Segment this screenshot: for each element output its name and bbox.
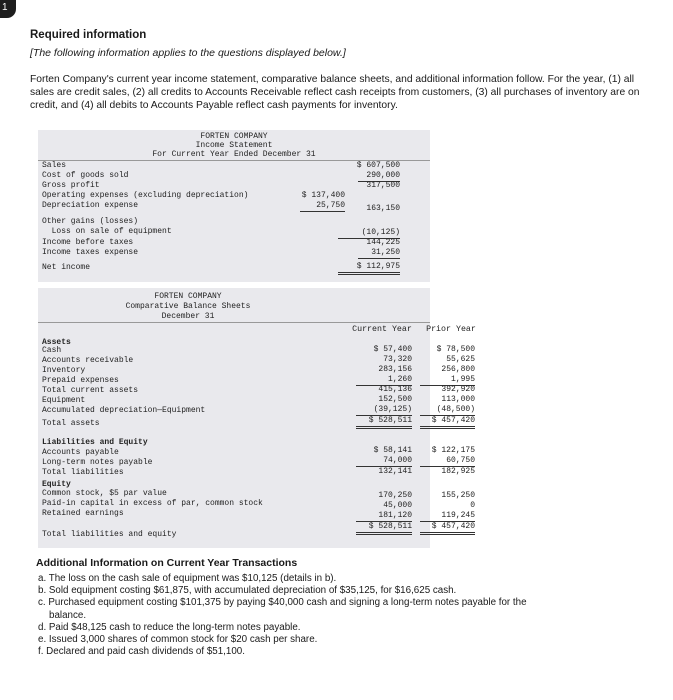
required-info-heading: Required information — [30, 29, 147, 41]
is-row-label: Depreciation expense — [42, 201, 139, 210]
bs-row-prior: 392,920 — [441, 385, 475, 394]
bs-row-prior: 182,925 — [441, 467, 475, 476]
bs-row-label: Prepaid expenses — [42, 376, 119, 385]
bs-row-current: 170,250 — [378, 491, 412, 500]
bs-row-label: Assets — [42, 338, 71, 347]
bs-row-current: 283,156 — [378, 365, 412, 374]
balance-sheet-table — [38, 288, 476, 548]
bs-row-label: Equipment — [42, 396, 86, 405]
bs-row-current: 152,500 — [378, 395, 412, 404]
bs-row-prior: $ 457,420 — [420, 416, 475, 429]
bs-row-label: Long-term notes payable — [42, 458, 153, 467]
bs-title-statement: Comparative Balance Sheets — [125, 302, 251, 311]
is-row-label: Net income — [42, 263, 91, 272]
is-row-subvalue: 25,750 — [300, 201, 345, 212]
bs-row-current: $ 528,511 — [356, 416, 412, 429]
bs-title-company: FORTEN COMPANY — [154, 292, 222, 301]
is-row-value: $ 607,500 — [356, 161, 400, 170]
bs-row-label: Total current assets — [42, 386, 139, 395]
is-row-value: 163,150 — [366, 204, 400, 213]
intro-paragraph: Forten Company's current year income statement, comparative balance sheets, and additional information follow. For the year, (1) all sales are credit sales, (2) all credits to Accounts Receivable reflect cash receipts from customers, (3) all purchases of inventory are on credit, and (4) all debits to Accounts Payable reflect cash payments for inventory. — [30, 74, 640, 112]
bs-row-label: Retained earnings — [42, 509, 124, 518]
bs-row-prior: 113,000 — [441, 395, 475, 404]
bs-row-label: Liabilities and Equity — [42, 438, 148, 447]
bs-row-prior: (48,500) — [420, 405, 475, 416]
bs-row-current: 181,120 — [356, 511, 412, 522]
bs-row-prior: 55,625 — [446, 355, 475, 364]
is-title-company: FORTEN COMPANY — [200, 132, 268, 141]
list-item: c. Purchased equipment costing $101,375 by paying $40,000 cash and signing a long-term notes payable for the — [38, 597, 527, 609]
list-item: f. Declared and paid cash dividends of $51,100. — [38, 646, 245, 658]
bs-row-label: Accumulated depreciation—Equipment — [42, 406, 206, 415]
bs-row-current: 74,000 — [356, 456, 412, 467]
bs-row-prior: 155,250 — [441, 491, 475, 500]
is-row-label: Gross profit — [42, 181, 100, 190]
question-number-badge: 1 — [0, 0, 16, 18]
list-item: b. Sold equipment costing $61,875, with accumulated depreciation of $35,125, for $16,625 cash. — [38, 585, 457, 597]
is-row-value: 290,000 — [358, 171, 400, 182]
bs-row-current: 45,000 — [383, 501, 412, 510]
is-row-subvalue: $ 137,400 — [301, 191, 345, 200]
bs-row-label: Total liabilities and equity — [42, 530, 177, 539]
is-row-value: $ 112,975 — [338, 262, 400, 275]
bs-row-current: 415,136 — [378, 385, 412, 394]
additional-info-title: Additional Information on Current Year Transactions — [36, 557, 298, 569]
bs-row-label: Equity — [42, 480, 71, 489]
bs-row-label: Cash — [42, 346, 62, 355]
is-row-label: Other gains (losses) — [42, 217, 139, 226]
is-row-label: Sales — [42, 161, 67, 170]
bs-row-prior: $ 78,500 — [436, 345, 475, 354]
bs-row-current: $ 58,141 — [373, 446, 412, 455]
bs-col-prior: Prior Year — [426, 325, 476, 334]
bs-row-label: Inventory — [42, 366, 86, 375]
bs-row-current: 1,260 — [356, 375, 412, 386]
bs-row-current: (39,125) — [356, 405, 412, 416]
bs-row-label: Total liabilities — [42, 468, 124, 477]
bs-row-current: $ 528,511 — [356, 522, 412, 535]
bs-row-current: 132,141 — [378, 467, 412, 476]
bs-row-prior: 119,245 — [420, 511, 475, 522]
is-row-value: 317,500 — [366, 181, 400, 190]
additional-info-list — [38, 573, 638, 658]
bs-title-date: December 31 — [161, 312, 215, 321]
bs-row-prior: 0 — [470, 501, 475, 510]
list-item: a. The loss on the cash sale of equipment was $10,125 (details in b). — [38, 573, 337, 584]
is-row-value: (10,125) — [338, 228, 400, 239]
bs-row-prior: 1,995 — [420, 375, 475, 386]
is-row-label: Income before taxes — [42, 238, 134, 247]
bs-row-prior: $ 457,420 — [420, 522, 475, 535]
bs-col-current: Current Year — [352, 325, 412, 334]
is-row-label: Cost of goods sold — [42, 171, 129, 180]
list-item: d. Paid $48,125 cash to reduce the long-term notes payable. — [38, 621, 301, 633]
is-row-label: Loss on sale of equipment — [42, 227, 172, 236]
bs-row-current: 73,320 — [383, 355, 412, 364]
is-row-label: Operating expenses (excluding depreciation) — [42, 191, 249, 200]
bs-row-prior: 256,800 — [441, 365, 475, 374]
income-statement-table — [38, 130, 430, 282]
is-title-statement: Income Statement — [195, 141, 273, 150]
list-item: e. Issued 3,000 shares of common stock for $20 cash per share. — [38, 634, 318, 646]
bs-row-label: Accounts payable — [42, 448, 119, 457]
is-row-label: Income taxes expense — [42, 248, 139, 257]
bs-row-label: Paid-in capital in excess of par, common stock — [42, 499, 263, 508]
bs-row-label: Common stock, $5 par value — [42, 489, 167, 498]
is-title-period: For Current Year Ended December 31 — [152, 150, 316, 159]
is-row-value: 144,225 — [366, 238, 400, 247]
is-row-value: 31,250 — [358, 248, 400, 259]
bs-row-label: Accounts receivable — [42, 356, 134, 365]
applies-note: [The following information applies to the questions displayed below.] — [30, 47, 346, 59]
list-item-continuation: balance. — [49, 609, 87, 621]
bs-row-prior: $ 122,175 — [431, 446, 475, 455]
bs-row-current: $ 57,400 — [373, 345, 412, 354]
bs-row-label: Total assets — [42, 419, 100, 428]
bs-row-prior: 60,750 — [420, 456, 475, 467]
